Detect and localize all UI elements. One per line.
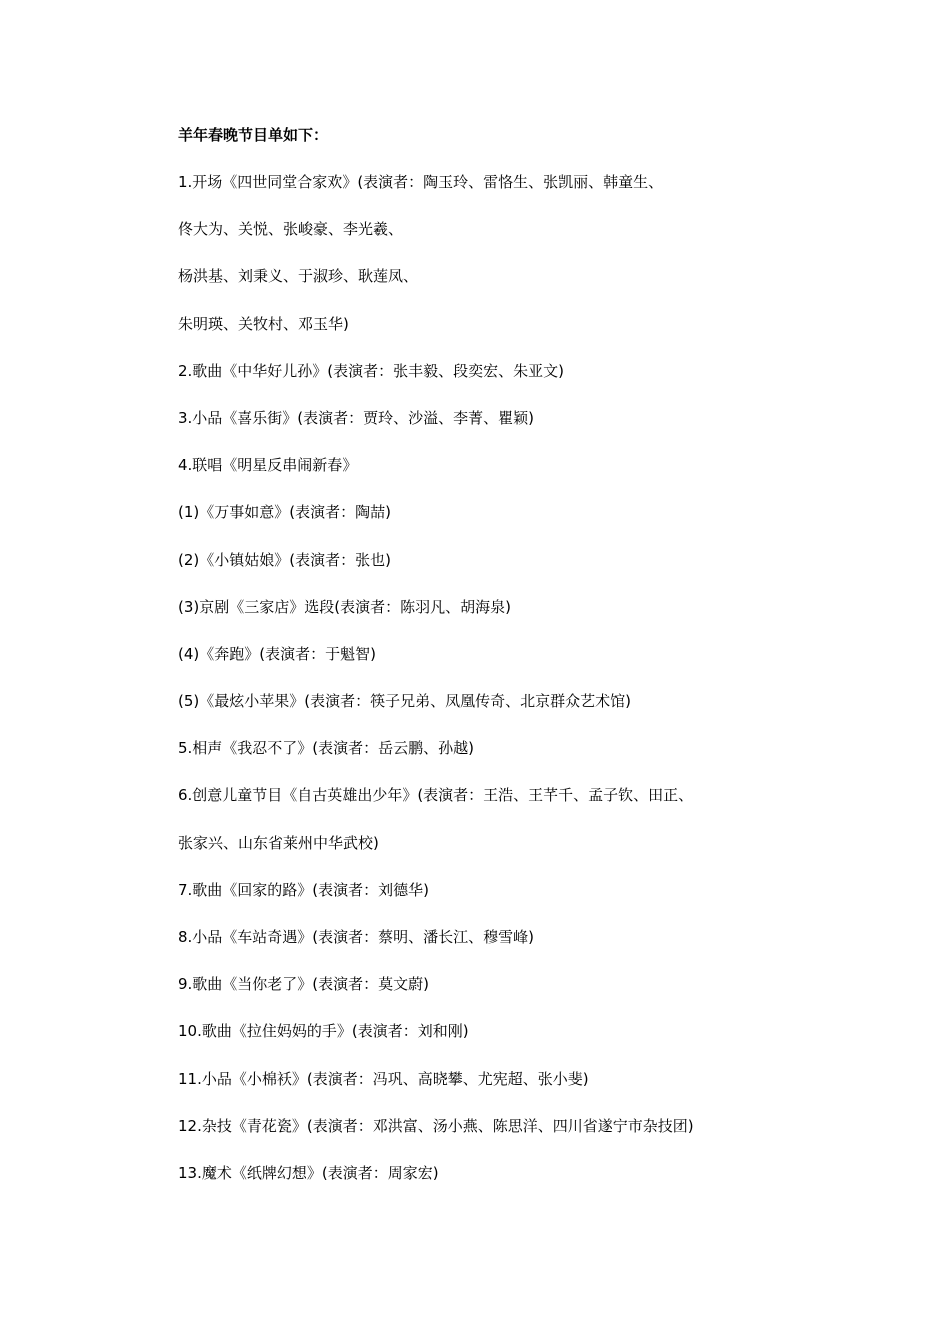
program-line: 5.相声《我忍不了》(表演者：岳云鹏、孙越) [178, 739, 475, 758]
document-title: 羊年春晚节目单如下： [178, 126, 329, 144]
program-line: 2.歌曲《中华好儿孙》(表演者：张丰毅、段奕宏、朱亚文) [178, 361, 565, 380]
program-line: 朱明瑛、关牧村、邓玉华) [178, 314, 349, 333]
program-line: 10.歌曲《拉住妈妈的手》(表演者：刘和刚) [178, 1022, 469, 1041]
program-line: 1.开场《四世同堂合家欢》(表演者：陶玉玲、雷恪生、张凯丽、韩童生、 [178, 173, 664, 191]
program-line: (1)《万事如意》(表演者：陶喆) [178, 503, 391, 522]
program-line: 13.魔术《纸牌幻想》(表演者：周家宏) [178, 1163, 439, 1182]
program-line: (3)京剧《三家店》选段(表演者：陈羽凡、胡海泉) [178, 597, 511, 616]
program-line: 佟大为、关悦、张峻豪、李光羲、 [178, 220, 404, 239]
program-line: 张家兴、山东省莱州中华武校) [178, 833, 379, 852]
program-line: 12.杂技《青花瓷》(表演者：邓洪富、汤小燕、陈思洋、四川省遂宁市杂技团) [178, 1116, 694, 1135]
program-list [178, 172, 878, 1210]
program-line: 3.小品《喜乐街》(表演者：贾玲、沙溢、李菁、瞿颖) [178, 408, 535, 427]
program-line: 4.联唱《明星反串闹新春》 [178, 456, 358, 475]
program-line: 6.创意儿童节目《自古英雄出少年》(表演者：王浩、王芊千、孟子钦、田正、 [178, 786, 694, 805]
program-line: 11.小品《小棉袄》(表演者：冯巩、高晓攀、尤宪超、张小斐) [178, 1069, 589, 1088]
program-line: (5)《最炫小苹果》(表演者：筷子兄弟、凤凰传奇、北京群众艺术馆) [178, 692, 631, 711]
program-line: 7.歌曲《回家的路》(表演者：刘德华) [178, 880, 430, 899]
program-line: 8.小品《车站奇遇》(表演者：蔡明、潘长江、穆雪峰) [178, 928, 535, 946]
program-line: (2)《小镇姑娘》(表演者：张也) [178, 550, 391, 569]
program-line: 杨洪基、刘秉义、于淑珍、耿莲凤、 [178, 267, 419, 286]
program-line: 9.歌曲《当你老了》(表演者：莫文蔚) [178, 975, 430, 994]
program-line: (4)《奔跑》(表演者：于魁智) [178, 644, 376, 663]
